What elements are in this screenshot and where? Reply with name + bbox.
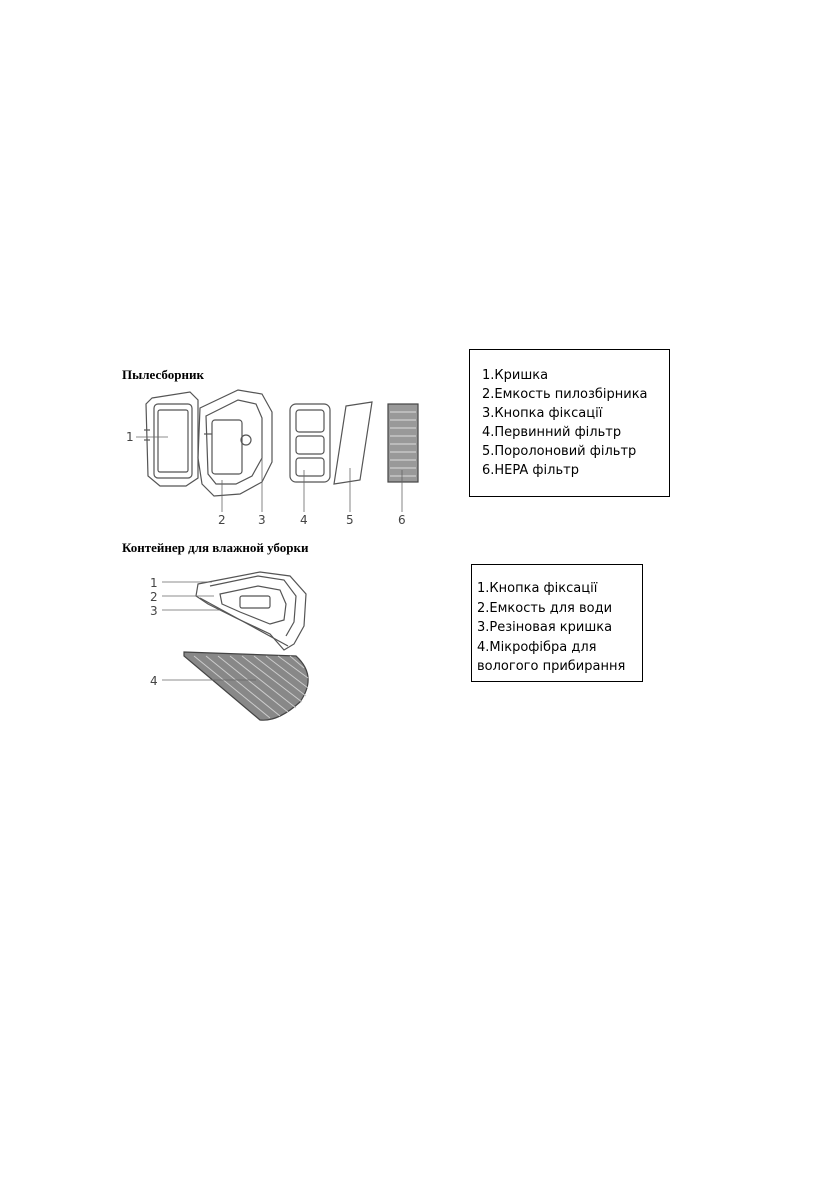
legend-item: 2.Емкость для води	[477, 600, 613, 616]
legend-item: 1.Кришка	[482, 368, 549, 383]
callout-2: 2	[218, 513, 226, 527]
legend-item: 1.Кнопка фіксації	[477, 581, 598, 596]
mop-container-legend	[471, 564, 643, 682]
microfiber-pad-illustration	[184, 652, 308, 720]
water-tank-illustration	[196, 572, 306, 650]
dustbin-heading: Пылесборник	[122, 367, 204, 382]
mop-container-heading: Контейнер для влажной уборки	[122, 540, 309, 555]
legend-item: 3.Кнопка фіксації	[482, 406, 603, 421]
legend-item: 4.Первинний фільтр	[482, 425, 622, 440]
callout-3: 3	[258, 513, 266, 527]
callout-6: 6	[398, 513, 406, 527]
callout-2: 2	[150, 590, 158, 604]
legend-item: 3.Резіновая кришка	[477, 620, 613, 635]
legend-item: 4.Мікрофібра для	[477, 639, 597, 655]
callout-4: 4	[300, 513, 308, 527]
callout-3: 3	[150, 604, 158, 618]
callout-4: 4	[150, 674, 158, 688]
callout-1: 1	[126, 430, 134, 444]
legend-item: вологого прибирання	[477, 659, 626, 674]
callout-5: 5	[346, 513, 354, 527]
legend-item: 2.Емкость пилозбірника	[482, 387, 648, 402]
legend-item: 6.HEPA фільтр	[482, 463, 579, 478]
legend-item: 5.Поролоновий фільтр	[482, 444, 637, 459]
callout-1: 1	[150, 576, 158, 590]
